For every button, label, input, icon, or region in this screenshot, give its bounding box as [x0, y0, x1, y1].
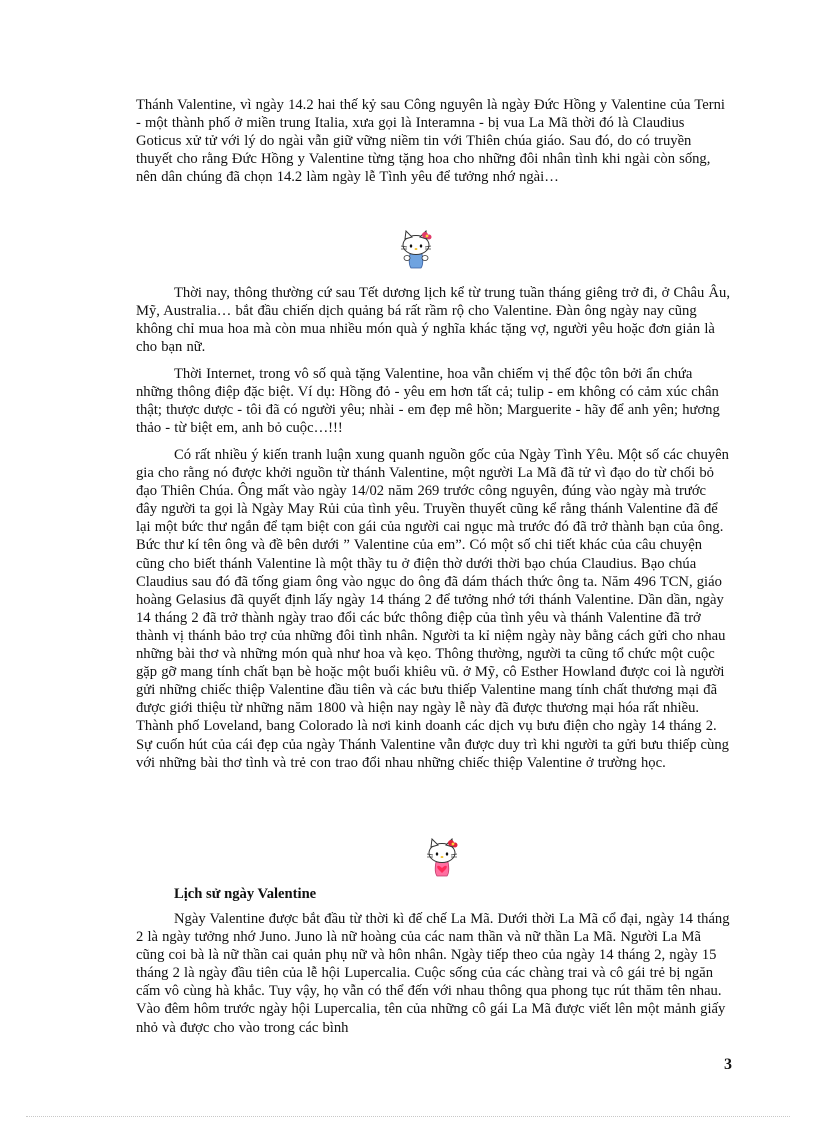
hello-kitty-icon: [399, 230, 433, 270]
footer-divider: [26, 1116, 790, 1117]
paragraph-saint-valentine-origin: Thánh Valentine, vì ngày 14.2 hai thế kỷ sau Công nguyên là ngày Đức Hồng y Valentine của Terni - một thành phố ở miền trung Italia, xưa gọi là Interamna - bị vua La Mã thời đó là Claudius Goticus xử tử với lý do ngài vẫn giữ vững niềm tin với Thiên chúa giáo. Sau đó, do có truyền thuyết cho rằng Đức Hồng y Valentine từng tặng hoa cho những đôi nhân tình khi ngài còn sống, nên dân chúng đã chọn 14.2 làm ngày lễ Tình yêu để tưởng nhớ ngài…: [136, 97, 725, 186]
page-number: 3: [724, 1056, 732, 1073]
paragraph-origin-debate: Có rất nhiều ý kiến tranh luận xung quanh nguồn gốc của Ngày Tình Yêu. Một số các chuyên gia cho rằng nó được khởi nguồn từ thánh Valentine, một người La Mã đã tử vì đạo do từ chối bỏ đạo Thiên Chúa. Ông mất vào ngày 14/02 năm 269 trước công nguyên, đúng vào ngày mà trước đây người ta gọi là Ngày May Rủi của tình yêu. Truyền thuyết cũng kể rằng thánh Valentine đã để lại một bức thư ngắn để tạm biệt con gái của người cai ngục mà trước đó đã trở thành bạn của ông. Bức thư kí tên ông và đề bên dưới ” Valentine của em”. Có một số chi tiết khác của câu chuyện cũng cho biết thánh Valentine là một thầy tu ở điện thờ dưới thời bạo chúa Claudius. Bạo chúa Claudius sau đó đã tống giam ông vào ngục do ông đã dám thách thức ông ta. Năm 496 TCN, giáo hoàng Gelasius đã quyết định lấy ngày 14 tháng 2 để tưởng nhớ tới thánh Valentine. Dần dần, ngày 14 tháng 2 đã trở thành ngày trao đổi các bức thông điệp của tình yêu và thánh Valentine đã trở thành vị thánh bảo trợ của những đôi tình nhân. Người ta kỉ niệm ngày này bằng cách gửi cho nhau những bài thơ và những món quà như hoa và kẹo. Thông thường, người ta cũng tổ chức một cuộc gặp gỡ mang tính chất bạn bè hoặc một buổi khiêu vũ. ở Mỹ, cô Esther Howland được coi là người gửi những chiếc thiệp Valentine đầu tiên và các bưu thiếp Valentine mang tính chất thương mại đã được giới thiệu từ những năm 1800 và hiện nay ngày lễ này đã được thương mại hóa rất nhiều. Thành phố Loveland, bang Colorado là nơi kinh doanh các dịch vụ bưu điện cho ngày 14 tháng 2. Sự cuốn hút của cái đẹp của ngày Thánh Valentine vẫn được duy trì khi người ta gửi bưu thiếp cùng với những bài thơ tình và trẻ con trao đổi nhau những chiếc thiệp Valentine ở trường học.: [136, 447, 729, 771]
hello-kitty-heart-icon: [424, 838, 460, 878]
paragraph-modern-valentine: Thời nay, thông thường cứ sau Tết dương lịch kể từ trung tuần tháng giêng trở đi, ở Châu Âu, Mỹ, Australia… bắt đầu chiến dịch quảng bá rất rầm rộ cho Valentine. Đàn ông ngày nay cũng không chỉ mua hoa mà còn mua nhiều món quà ý nghĩa khác tặng vợ, người yêu hoặc đơn giản là cho bạn nữ.: [136, 285, 730, 356]
paragraph-flower-meanings: Thời Internet, trong vô số quà tặng Valentine, hoa vẫn chiếm vị thế độc tôn bởi ẩn chứa những thông điệp đặc biệt. Ví dụ: Hồng đỏ - yêu em hơn tất cả; tulip - em không có cảm xúc chân thật; thược dược - tôi đã có người yêu; nhài - em đẹp mê hồn; Marguerite - hãy để anh yên; hương thảo - từ biệt em, anh bỏ cuộc…!!!: [136, 366, 720, 437]
paragraph-history: Ngày Valentine được bắt đầu từ thời kì đế chế La Mã. Dưới thời La Mã cổ đại, ngày 14 tháng 2 là ngày tưởng nhớ Juno. Juno là nữ hoàng của các nam thần và nữ thần La Mã. Người La Mã cũng coi bà là nữ thần cai quản phụ nữ và hôn nhân. Ngày tiếp theo của ngày 14 tháng 2, ngày 15 tháng 2 là ngày đầu tiên của lễ hội Lupercalia. Cuộc sống của các chàng trai và cô gái trẻ bị ngăn cấm vô cùng hà khắc. Tuy vậy, họ vẫn có thể đến với nhau thông qua phong tục rút thăm tên nhau. Vào đêm hôm trước ngày hội Lupercalia, tên của những cô gái La Mã được viết lên một mảnh giấy nhỏ và được cho vào trong các bình: [136, 911, 730, 1036]
section-heading: Lịch sử ngày Valentine: [174, 886, 317, 902]
